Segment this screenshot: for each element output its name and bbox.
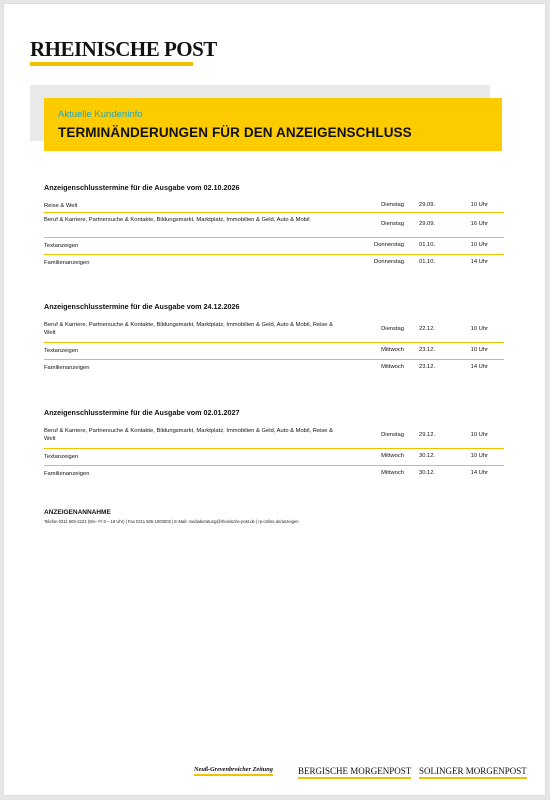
rheinische-post-logo: RHEINISCHE POST [30,37,217,61]
row-date: 01.10. [419,259,436,265]
row-day: Donnerstag [374,259,404,265]
brand-ngz-label: Neuß-Grevenbroicher Zeitung [194,766,273,773]
row-time: 14 Uhr [470,470,488,476]
contact-details: Telefon 0211 505-2222 (Mo– Fr 8 – 18 Uhr) | Fax 0211 505-1003003 | E-Mail: mediaberatung@rheinische-post.de | rp-online.de/anzeigen [44,519,299,524]
row-date: 22.12. [419,326,436,332]
schedule-section-1 [44,183,504,271]
table-row [44,424,504,449]
page-title: TERMINÄNDERUNGEN FÜR DEN ANZEIGENSCHLUSS [58,125,412,140]
row-category: Beruf & Karriere, Partnersuche & Kontakte, Bildungsmarkt, Marktplatz, Immobilien & Geld, Auto & Mobil, Reise & Welt [44,428,334,442]
brand-solinger-morgenpost [419,766,527,779]
header-box [44,98,502,151]
row-time: 10 Uhr [470,347,488,353]
row-category: Reise & Welt [44,203,78,209]
table-row [44,466,504,482]
table-row [44,199,504,213]
row-day: Mittwoch [381,453,404,459]
partner-brands [194,766,526,782]
logo-underline [30,62,193,66]
row-category: Familienanzeigen [44,365,90,371]
document-page [4,4,545,795]
section-title: Anzeigenschlusstermine für die Ausgabe vom 02.01.2027 [44,408,240,417]
row-time: 10 Uhr [470,453,488,459]
row-time: 16 Uhr [470,221,488,227]
header-kicker: Aktuelle Kundeninfo [58,109,143,120]
row-category: Beruf & Karriere, Partnersuche & Kontakte, Bildungsmarkt, Marktplatz, Immobilien & Geld, Auto & Mobil, Reise & Welt [44,322,334,336]
table-row [44,238,504,255]
table-row [44,449,504,466]
table-row [44,360,504,376]
row-date: 29.12. [419,432,436,438]
table-row [44,213,504,238]
row-category: Textanzeigen [44,454,79,460]
brand-underline [298,777,411,779]
row-date: 29.09. [419,202,436,208]
row-date: 30.12. [419,470,436,476]
row-time: 10 Uhr [470,432,488,438]
table-row [44,318,504,343]
brand-bm-label: BERGISCHE MORGENPOST [298,766,412,776]
contact-title: ANZEIGENANNAHME [44,509,111,516]
row-time: 14 Uhr [470,259,488,265]
row-time: 10 Uhr [470,242,488,248]
row-date: 23.12. [419,364,436,370]
brand-ngz [194,766,273,776]
row-date: 30.12. [419,453,436,459]
row-category: Familienanzeigen [44,260,90,266]
brand-bergische-morgenpost [298,766,411,779]
row-day: Donnerstag [374,242,404,248]
schedule-section-3 [44,408,504,482]
table-row [44,343,504,360]
row-date: 01.10. [419,242,436,248]
row-time: 14 Uhr [470,364,488,370]
row-category: Textanzeigen [44,243,79,249]
brand-sm-label: SOLINGER MORGENPOST [419,766,527,776]
row-category: Textanzeigen [44,348,79,354]
row-time: 10 Uhr [470,326,488,332]
section-title: Anzeigenschlusstermine für die Ausgabe vom 02.10.2026 [44,183,240,192]
section-title: Anzeigenschlusstermine für die Ausgabe vom 24.12.2026 [44,302,240,311]
row-date: 23.12. [419,347,436,353]
row-time: 10 Uhr [470,202,488,208]
brand-underline [194,774,273,776]
row-date: 29.09. [419,221,436,227]
row-day: Mittwoch [381,347,404,353]
row-day: Dienstag [381,326,404,332]
contact-footer [44,509,504,524]
row-day: Dienstag [381,202,404,208]
table-row [44,255,504,271]
row-day: Dienstag [381,221,404,227]
row-day: Mittwoch [381,470,404,476]
row-day: Dienstag [381,432,404,438]
brand-underline [419,777,527,779]
row-category: Beruf & Karriere, Partnersuche & Kontakte, Bildungsmarkt, Marktplatz, Immobilien & Geld, Auto & Mobil [44,217,310,223]
row-day: Mittwoch [381,364,404,370]
schedule-section-2 [44,302,504,376]
row-category: Familienanzeigen [44,471,90,477]
